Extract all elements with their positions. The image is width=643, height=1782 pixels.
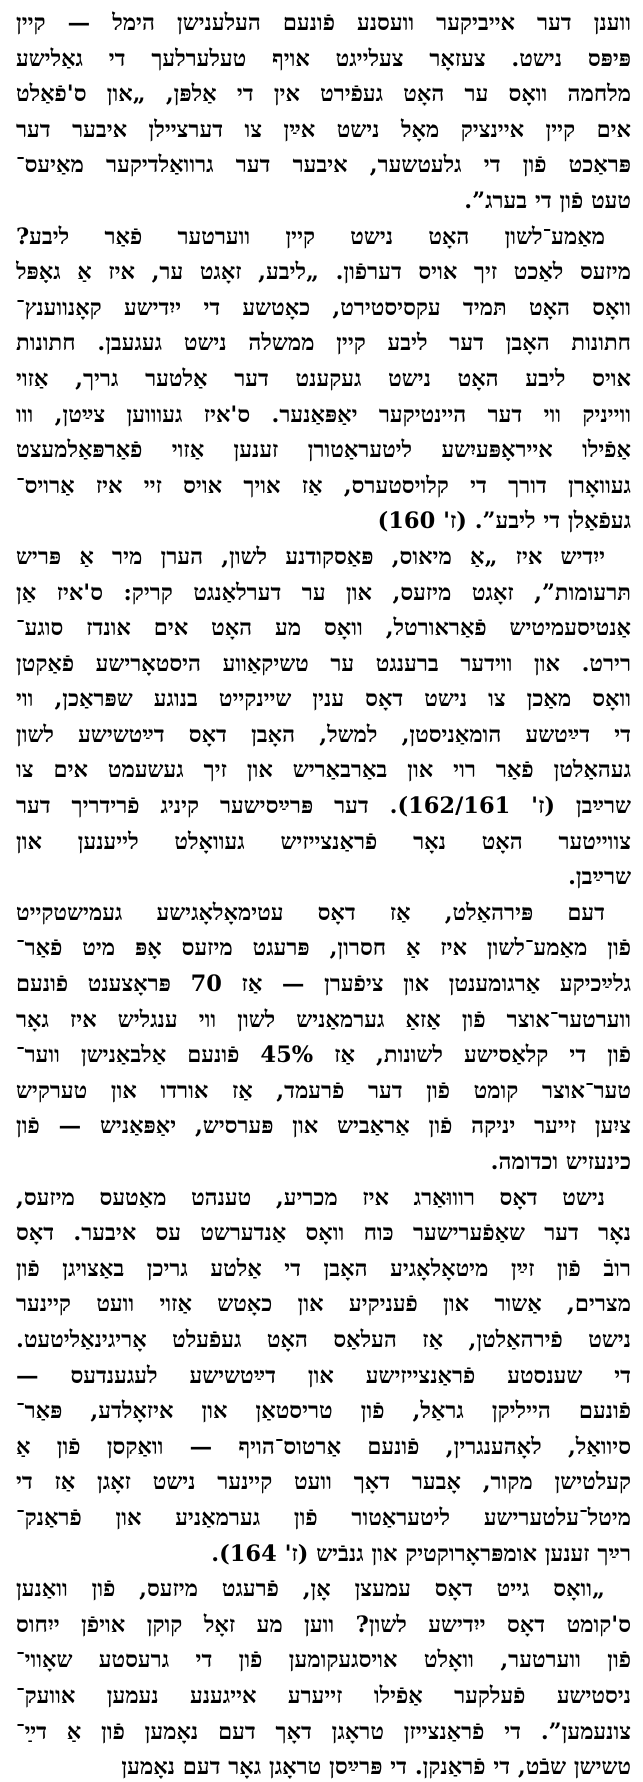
text-line: געפֿאַלן די ליבע”. (ז' 160) bbox=[377, 508, 631, 535]
text-line: אַנטיסעמיטיש פֿאַראורטל, וואָס מע האָט אים אונדז סוגע־ bbox=[16, 615, 631, 642]
paragraph bbox=[16, 540, 631, 896]
text-line: ווייניק ווי דער היינטיקער יאַפּאַנער. ס'איז געוווען צײַטן, ווו bbox=[16, 401, 631, 428]
text-line: ווערטער־אוצר פֿון אַזאַ גערמאַניש לשון ווי ענגליש איז גאָר bbox=[16, 1006, 631, 1033]
text-line: צווייטער האָט נאָר פֿראַנצייזיש געוואָלט לייענען און bbox=[16, 828, 631, 855]
text-line: צונעמען”. די פֿראַנצייזן טראָגן דאָך דעם נאָמען פֿון אַ דײַ־ bbox=[16, 1718, 631, 1745]
text-line: נישט פֿירהאַלטן, אַז העלאַס האָט געפֿעלט אָריגינאַליטעט. bbox=[16, 1326, 631, 1353]
text-line: די דײַטשע הומאַניסטן, למשל, האָבן דאָס דײַטשישע לשון bbox=[16, 721, 631, 748]
text-line: געוואָרן דורך די קלויסטערס, אַז אויך אויס זיי איז אַרויס־ bbox=[16, 472, 631, 499]
text-line: פּיפּס נישט. צעזאָר צעלייגט אויף טעלערלעך די גאַלישע bbox=[16, 45, 631, 72]
text-line: מלחמה וואָס ער האָט געפֿירט אין די אַלפּן, „און ס'פֿאַלט bbox=[16, 81, 631, 108]
text-line: פֿון די קלאַסישע לשונות, אַז 45% פֿונעם אַלבאַנישן ווער־ bbox=[16, 1042, 631, 1069]
text-line: שרײַבן (ז' 162/161). דער פּרײַסישער קיניג פֿרידריך דער bbox=[16, 793, 631, 820]
text-line: קעלטישן מקור, אָבער דאָך וועט קיינער נישט זאָגן אַז די bbox=[16, 1469, 631, 1496]
text-line: ס'קומט דאָס ייִדישע לשון? ווען מע זאָל קוקן אויפֿן ייִחוס bbox=[16, 1611, 631, 1638]
text-line: רירט. און ווידער ברענגט ער טשיקאַווע היסטאָרישע פֿאַקטן bbox=[16, 650, 631, 677]
text-line: טעט פֿון די בערג”. bbox=[464, 187, 631, 214]
paragraph bbox=[16, 220, 631, 540]
text-line: מאַמע־לשון האָט נישט קיין ווערטער פֿאַר ליבע? bbox=[16, 223, 605, 250]
text-line: פֿון מאַמע־לשון איז אַ חסרון, פּרעגט מיזעס אָפּ מיט פֿאַר־ bbox=[16, 935, 631, 962]
text-line: מיזעס לאַכט זיך אויס דערפֿון. „ליבע, זאָגט ער, איז אַ גאָפּל bbox=[16, 259, 631, 286]
text-line: שרײַבן. bbox=[568, 864, 631, 891]
text-line: פּראַכט פֿון די גלעטשער, איבער דער גרוואַלדיקער מאַיעס־ bbox=[16, 152, 631, 179]
text-line: די שענסטע פֿראַנצייזישע און דײַטשישע לעגענדעס — bbox=[16, 1362, 631, 1389]
text-line: סיוואַל, לאָהענגרין, פֿונעם אַרטוס־הויף — וואַקסן פֿון אַ bbox=[16, 1433, 631, 1460]
text-line: חתונות האָבן דער ליבע קיין ממשלה נישט געגעבן. חתונות bbox=[16, 330, 631, 357]
text-line: מצרים, אַשור און פֿעניקיע און כאָטש אַזוי וועט קיינער bbox=[16, 1291, 631, 1318]
text-line: טער־אוצר קומט פֿון דער פֿרעמד, אַז אורדו און טערקיש bbox=[16, 1077, 631, 1104]
text-line: ווענן דער אייביקער וועסנע פֿונעם העלענישן הימל — קיין bbox=[16, 10, 631, 36]
text-line: נאָר דער שאַפֿערישער כּוח וואָס אַנדערשט עס איבער. דאָס bbox=[16, 1220, 631, 1247]
paragraph bbox=[16, 1572, 631, 1782]
paragraph bbox=[16, 6, 631, 220]
text-line: אויס ליבע האָט נישט געקענט דער אַלטער גריך, אַזוי bbox=[16, 365, 631, 392]
text-line: רובֿ פֿון זײַן מיטאָלאָגיע האָבן די אַלטע גריכן באַצויגן פֿון bbox=[16, 1255, 631, 1282]
text-line: טשישן שבֿט, די פֿראַנקן. די פּרײַסן טראָגן גאָר דעם נאָמען bbox=[121, 1754, 631, 1781]
text-line: געהאַלטן פֿאַר רוי און באַרבאַריש און זיך געשעמט אים צו bbox=[16, 757, 631, 784]
text-line: דעם פּירהאַלט, אַז דאָס עטימאָלאָגישע געמישטקייט bbox=[16, 899, 605, 926]
text-line: פֿונעם הייליקן גראַל, פֿון טריסטאַן און איזאָלדע, פּאַר־ bbox=[16, 1398, 631, 1425]
text-line: מיטל־עלטערישע ליטעראַטור פֿון גערמאַניע און פֿראַנק־ bbox=[16, 1504, 631, 1531]
text-line: נישט דאָס רוווּאַרג איז מכריע, טענהט מאַטעס מיזעס, bbox=[16, 1184, 605, 1211]
text-line: „וואָס גייט דאָס עמעצן אָן, פֿרעגט מיזעס, פֿון וואַנען bbox=[16, 1576, 605, 1603]
text-line: אַפֿילו אייראָפּעיִשע ליטעראַטורן זענען אַזוי פֿאַרפּאַלמעצט bbox=[16, 437, 631, 464]
text-line: ייִדיש איז „אַ מיאוס, פּאַסקודנע לשון, הערן מיר אַ פּריש bbox=[16, 543, 605, 570]
paragraph bbox=[16, 1181, 631, 1573]
text-line: כינעזיש וכדומה. bbox=[490, 1149, 631, 1175]
paragraph bbox=[16, 896, 631, 1181]
text-line: ציִען זייער יניקה פֿון אַראַביש און פּערסיש, יאַפּאַניש — פֿון bbox=[16, 1113, 631, 1140]
text-line: וואָס האָט תּמיד עקסיסטירט, כאָטשע די ייִדישע קאָנווענץ־ bbox=[16, 294, 631, 321]
text-line: רײַך זענען אומפּראָרוקטיק און גנבֿיש (ז' 164). bbox=[211, 1540, 631, 1567]
text-line: וואָס מאַכן צו נישט דאָס ענין שיינקייט בנוגע שפּראַכן, ווי bbox=[16, 686, 631, 713]
text-line: פֿון ווערטער, וואָלט אויסגעקומען פֿון די גרעסטע שאָווי־ bbox=[16, 1647, 631, 1674]
text-line: ניסטישע פֿעלקער אַפֿילו זייערע אייגענע נעמען אוועק־ bbox=[16, 1682, 631, 1709]
text-line: גלײַכיקע אַרגומענטן און ציפֿערן — אַז 70 פּראָצענט פֿונעם bbox=[16, 971, 631, 998]
text-line: אים קיין איינציק מאָל נישט אײַן צו דערציילן איבער דער bbox=[16, 116, 631, 143]
text-line: תּרעומות”, זאָגט מיזעס, און ער דערלאַנגט קריק: ס'איז אַן bbox=[16, 579, 631, 606]
